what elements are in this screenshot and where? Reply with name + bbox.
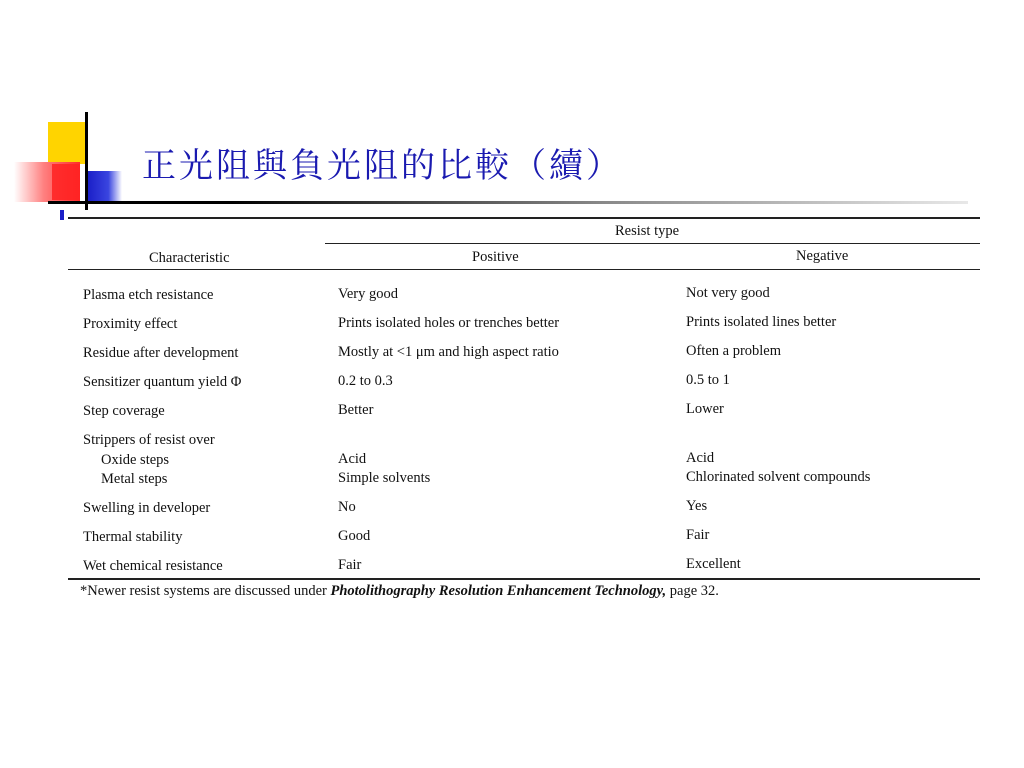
table-top-rule [68,217,980,219]
blue-square [88,171,122,201]
cell-characteristic: Wet chemical resistance [83,558,223,574]
cell-positive: Mostly at <1 μm and high aspect ratio [338,344,559,360]
cell-characteristic: Thermal stability [83,529,183,545]
cell-positive: 0.2 to 0.3 [338,373,393,389]
cell-characteristic: Plasma etch resistance [83,287,214,303]
cell-characteristic: Strippers of resist over [83,432,215,448]
cell-characteristic: Oxide steps [101,452,170,468]
cell-positive: Simple solvents [338,470,431,486]
cell-negative: Yes [686,498,708,514]
cell-positive: Prints isolated holes or trenches better [338,315,560,331]
cell-positive: Fair [338,557,362,573]
cell-positive: Good [338,528,371,544]
cell-negative: Excellent [686,556,741,572]
bullet-marker [60,210,64,220]
footnote-prefix: *Newer resist systems are discussed under [80,583,331,599]
header-negative: Negative [796,248,849,264]
header-characteristic: Characteristic [149,250,230,266]
cell-negative: 0.5 to 1 [686,372,730,388]
decorative-corner-graphic [0,0,140,230]
header-bottom-rule [68,269,980,270]
cell-characteristic: Residue after development [83,345,239,361]
header-positive: Positive [472,249,519,265]
cell-characteristic: Swelling in developer [83,500,211,516]
cell-characteristic: Metal steps [101,471,168,487]
cell-negative: Prints isolated lines better [686,314,837,330]
cell-negative: Not very good [686,285,770,301]
title-underline [48,201,968,204]
cell-negative: Chlorinated solvent compounds [686,469,871,485]
cell-positive: Acid [338,451,367,467]
cell-characteristic: Proximity effect [83,316,178,332]
footnote-suffix: page 32. [666,583,719,599]
header-resist-type: Resist type [615,223,680,239]
comparison-table [68,210,986,606]
cell-negative: Fair [686,527,710,543]
cell-positive: Better [338,402,374,418]
cell-negative: Acid [686,450,715,466]
footnote-emphasis: Photolithography Resolution Enhancement Technology, [330,583,667,599]
group-header-rule [325,243,980,244]
table-bottom-rule [68,578,980,580]
cell-negative: Often a problem [686,343,782,359]
vertical-divider [85,112,88,210]
slide-title: 正光阻與負光阻的比較（續） [142,146,623,186]
red-square [52,164,80,200]
cell-positive: No [338,499,356,515]
yellow-square [48,122,88,164]
table-footnote [80,583,719,600]
cell-positive: Very good [338,286,399,302]
cell-characteristic: Sensitizer quantum yield Φ [83,374,242,390]
cell-characteristic: Step coverage [83,403,165,419]
cell-negative: Lower [686,401,724,417]
